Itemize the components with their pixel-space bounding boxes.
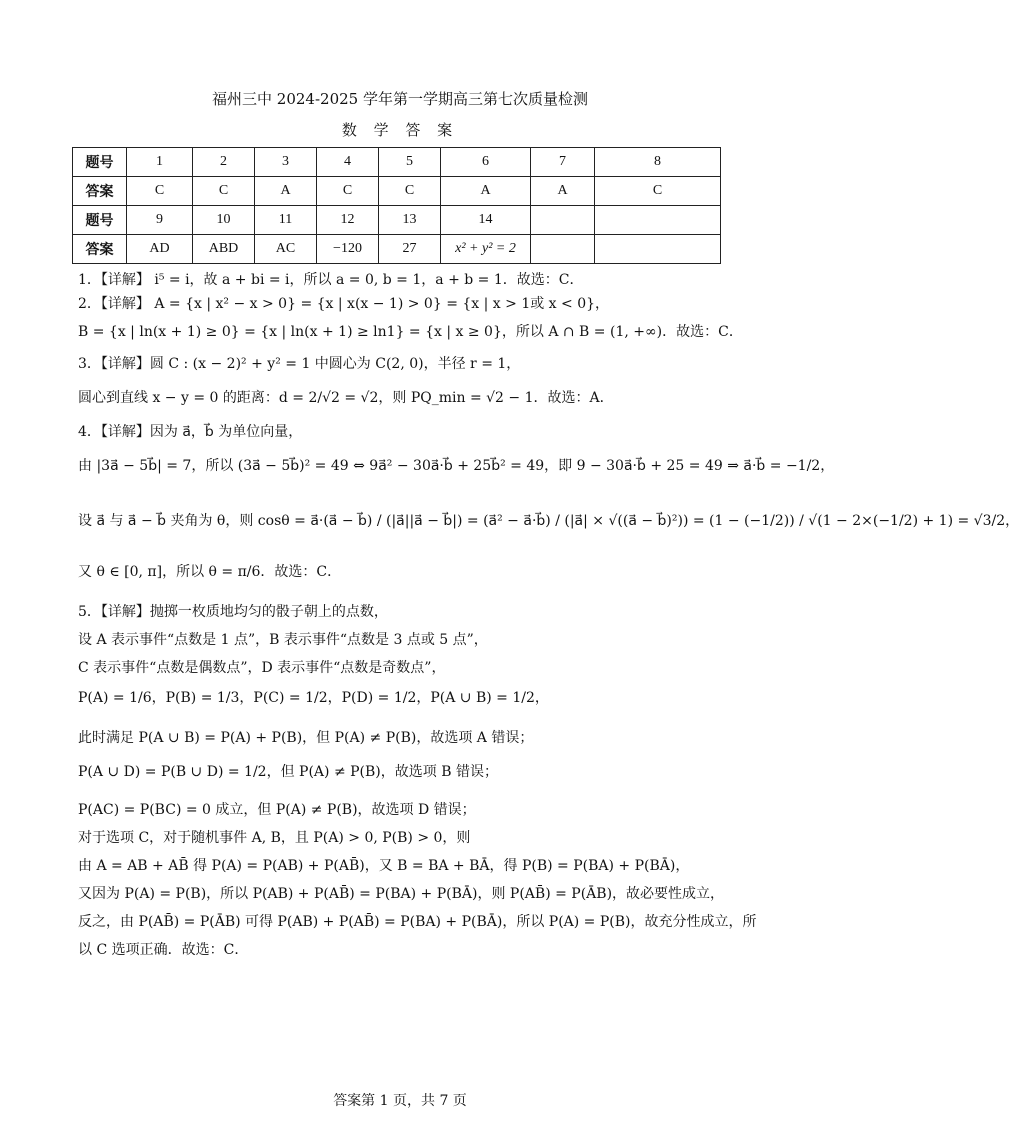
table-cell: C (317, 177, 379, 206)
table-cell: A (255, 177, 317, 206)
document-subtitle: 数 学 答 案 (341, 121, 459, 139)
table-cell (531, 206, 595, 235)
table-cell: A (441, 177, 531, 206)
document-title: 福州三中 2024-2025 学年第一学期高三第七次质量检测 (212, 90, 588, 108)
solution-4-line: 4．【详解】因为 a⃗，b⃗ 为单位向量， (78, 424, 303, 440)
table-cell: C (127, 177, 193, 206)
table-row (73, 148, 721, 177)
solution-4-line: 由 |3a⃗ − 5b⃗| = 7，所以 (3a⃗ − 5b⃗)² = 49 ⇔ 9a⃗² − 30a⃗·b⃗ + 25b⃗² = 49，即 9 − 30a⃗·b⃗ + 25 = 49 ⇒ a⃗·b⃗ = −1/2， (78, 458, 835, 474)
solution-5-line: 以 C 选项正确．故选：C． (78, 942, 249, 958)
table-cell: 9 (127, 206, 193, 235)
table-cell: 6 (441, 148, 531, 177)
table-row (73, 206, 721, 235)
table-cell: AD (127, 235, 193, 264)
table-cell: 7 (531, 148, 595, 177)
solution-5-line: C 表示事件“点数是偶数点”，D 表示事件“点数是奇数点”， (78, 660, 446, 676)
table-cell: C (595, 177, 721, 206)
table-cell: 11 (255, 206, 317, 235)
table-cell: 12 (317, 206, 379, 235)
row-label: 答案 (73, 177, 127, 206)
table-cell (531, 235, 595, 264)
page-footer: 答案第 1 页，共 7 页 (333, 1093, 467, 1109)
solution-5-line: P(A ∪ D) = P(B ∪ D) = 1/2，但 P(A) ≠ P(B)，故选项 B 错误； (78, 764, 498, 780)
table-row (73, 235, 721, 264)
solution-3-line: 3．【详解】圆 C : (x − 2)² + y² = 1 中圆心为 C(2, 0)，半径 r = 1， (78, 356, 521, 372)
table-cell: x² + y² = 2 (441, 235, 531, 264)
table-cell: 5 (379, 148, 441, 177)
table-cell: AC (255, 235, 317, 264)
solution-5-line: P(AC) = P(BC) = 0 成立，但 P(A) ≠ P(B)，故选项 D 错误； (78, 802, 476, 818)
solution-2-line: 2．【详解】 A = {x | x² − x > 0} = {x | x(x − 1) > 0} = {x | x > 1或 x < 0}， (78, 296, 610, 312)
solution-4-line: 设 a⃗ 与 a⃗ − b⃗ 夹角为 θ，则 cosθ = a⃗·(a⃗ − b⃗) / (|a⃗||a⃗ − b⃗|) = (a⃗² − a⃗·b⃗) / (|a⃗| × √((a⃗ − b⃗)²)) = (1 − (−1/2)) / √(1 − 2×(−1/2) + 1) = √3/2， (78, 513, 1019, 529)
solution-5-line: 对于选项 C，对于随机事件 A, B，且 P(A) > 0, P(B) > 0，则 (78, 830, 471, 846)
row-label: 答案 (73, 235, 127, 264)
table-cell: 13 (379, 206, 441, 235)
solution-5-line: 5．【详解】抛掷一枚质地均匀的骰子朝上的点数， (78, 604, 388, 620)
table-cell: −120 (317, 235, 379, 264)
solution-3-line: 圆心到直线 x − y = 0 的距离：d = 2/√2 = √2，则 PQ_min = √2 − 1．故选：A． (78, 390, 614, 406)
solution-2-line: B = {x | ln(x + 1) ≥ 0} = {x | ln(x + 1) ≥ ln1} = {x | x ≥ 0}，所以 A ∩ B = (1, +∞)．故选：C． (78, 324, 743, 340)
row-label: 题号 (73, 206, 127, 235)
table-cell: 4 (317, 148, 379, 177)
solution-5-line: 设 A 表示事件“点数是 1 点”，B 表示事件“点数是 3 点或 5 点”， (78, 632, 488, 648)
solution-5-line: 由 A = AB + AB̄ 得 P(A) = P(AB) + P(AB̄)，又 B = BA + BĀ，得 P(B) = P(BA) + P(BĀ)， (78, 858, 690, 874)
table-cell (595, 206, 721, 235)
table-cell: ABD (193, 235, 255, 264)
table-cell: A (531, 177, 595, 206)
table-cell: C (379, 177, 441, 206)
solution-4-line: 又 θ ∈ [0, π]，所以 θ = π/6．故选：C． (78, 564, 342, 580)
table-cell: C (193, 177, 255, 206)
table-cell: 14 (441, 206, 531, 235)
solution-5-line: P(A) = 1/6，P(B) = 1/3，P(C) = 1/2，P(D) = 1/2，P(A ∪ B) = 1/2， (78, 690, 549, 706)
table-cell (595, 235, 721, 264)
table-row (73, 177, 721, 206)
table-cell: 2 (193, 148, 255, 177)
solution-5-line: 此时满足 P(A ∪ B) = P(A) + P(B)，但 P(A) ≠ P(B)，故选项 A 错误； (78, 730, 534, 746)
table-cell: 8 (595, 148, 721, 177)
table-cell: 10 (193, 206, 255, 235)
solution-5-line: 又因为 P(A) = P(B)，所以 P(AB) + P(AB̄) = P(BA) + P(BĀ)，则 P(AB̄) = P(ĀB)，故必要性成立， (78, 886, 725, 902)
answer-table (72, 147, 721, 264)
solution-5-line: 反之，由 P(AB̄) = P(ĀB) 可得 P(AB) + P(AB̄) = P(BA) + P(BĀ)，所以 P(A) = P(B)，故充分性成立，所 (78, 914, 757, 930)
row-label: 题号 (73, 148, 127, 177)
table-cell: 3 (255, 148, 317, 177)
table-cell: 1 (127, 148, 193, 177)
solution-1-line: 1．【详解】 i⁵ = i，故 a + bi = i，所以 a = 0, b = 1，a + b = 1．故选：C． (78, 272, 584, 288)
table-cell: 27 (379, 235, 441, 264)
solutions-body (78, 271, 1019, 959)
